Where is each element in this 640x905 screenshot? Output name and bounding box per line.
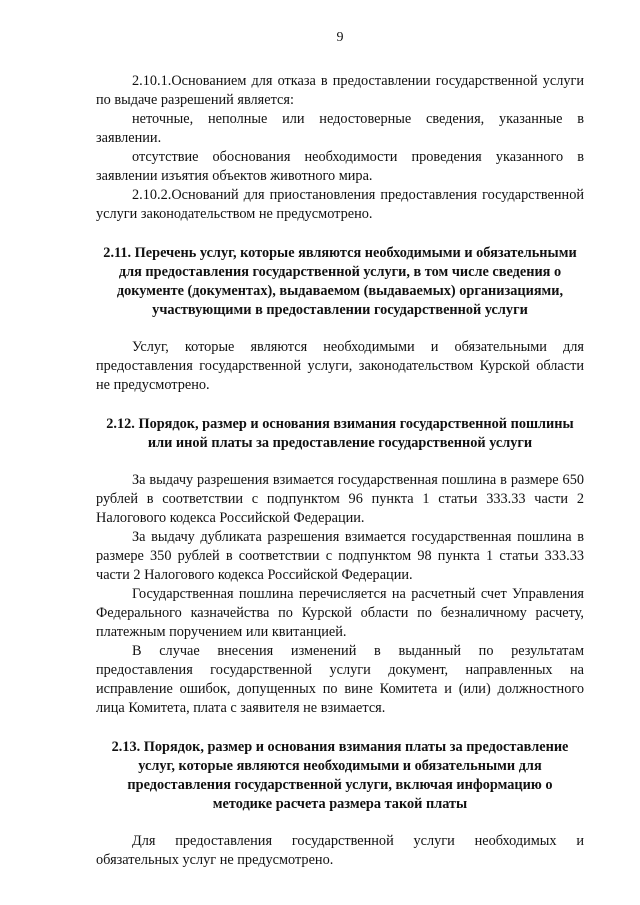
section-2-13-paragraph: Для предоставления государственной услуги необходимых и обязательных услуг не предусмотрено.: [96, 833, 584, 868]
section-2-12-paragraph-corrections: В случае внесения изменений в выданный по результатам предоставления государственной услуги документ, направленных на исправление ошибок, допущенных по вине Комитета и (или) должностного лица Комитета, плата с заявителя не взимается.: [96, 643, 584, 716]
section-2-11-paragraph: Услуг, которые являются необходимыми и обязательными для предоставления государственной услуги, законодательством Курской области не предусмотрено.: [96, 339, 584, 393]
section-2-11-heading: 2.11. Перечень услуг, которые являются необходимыми и обязательными для предоставления государственной услуги, в том числе сведения о документе (документах), выдаваемом (выдаваемых) организациями, участвующими в предоставлении государственной услуги: [103, 245, 577, 318]
document-page: [96, 30, 584, 870]
section-2-12-paragraph-fee-350: За выдачу дубликата разрешения взимается государственная пошлина в размере 350 рублей в соответствии с подпунктом 98 пункта 1 статьи 333.33 части 2 Налогового кодекса Российской Федерации.: [96, 529, 584, 583]
section-2-12-heading: 2.12. Порядок, размер и основания взимания государственной пошлины или иной платы за предоставление государственной услуги: [106, 416, 574, 451]
paragraph-no-justification: отсутствие обоснования необходимости проведения указанного в заявлении изъятия объектов животного мира.: [96, 149, 584, 184]
section-2-12-paragraph-transfer: Государственная пошлина перечисляется на расчетный счет Управления Федерального казначейства по Курской области по безналичному расчету, платежным поручением или квитанцией.: [96, 586, 584, 640]
paragraph-2-10-1: 2.10.1.Основанием для отказа в предоставлении государственной услуги по выдаче разрешений является:: [96, 73, 584, 108]
paragraph-inaccurate-info: неточные, неполные или недостоверные сведения, указанные в заявлении.: [96, 111, 584, 146]
paragraph-2-10-2: 2.10.2.Оснований для приостановления предоставления государственной услуги законодательством не предусмотрено.: [96, 187, 584, 222]
section-2-12-paragraph-fee-650: За выдачу разрешения взимается государственная пошлина в размере 650 рублей в соответствии с подпунктом 96 пункта 1 статьи 333.33 части 2 Налогового кодекса Российской Федерации.: [96, 472, 584, 526]
section-2-13-heading: 2.13. Порядок, размер и основания взимания платы за предоставление услуг, которые являются необходимыми и обязательными для предоставления государственной услуги, включая информацию о методике расчета размера такой платы: [111, 739, 569, 812]
page-number: 9: [336, 30, 344, 45]
